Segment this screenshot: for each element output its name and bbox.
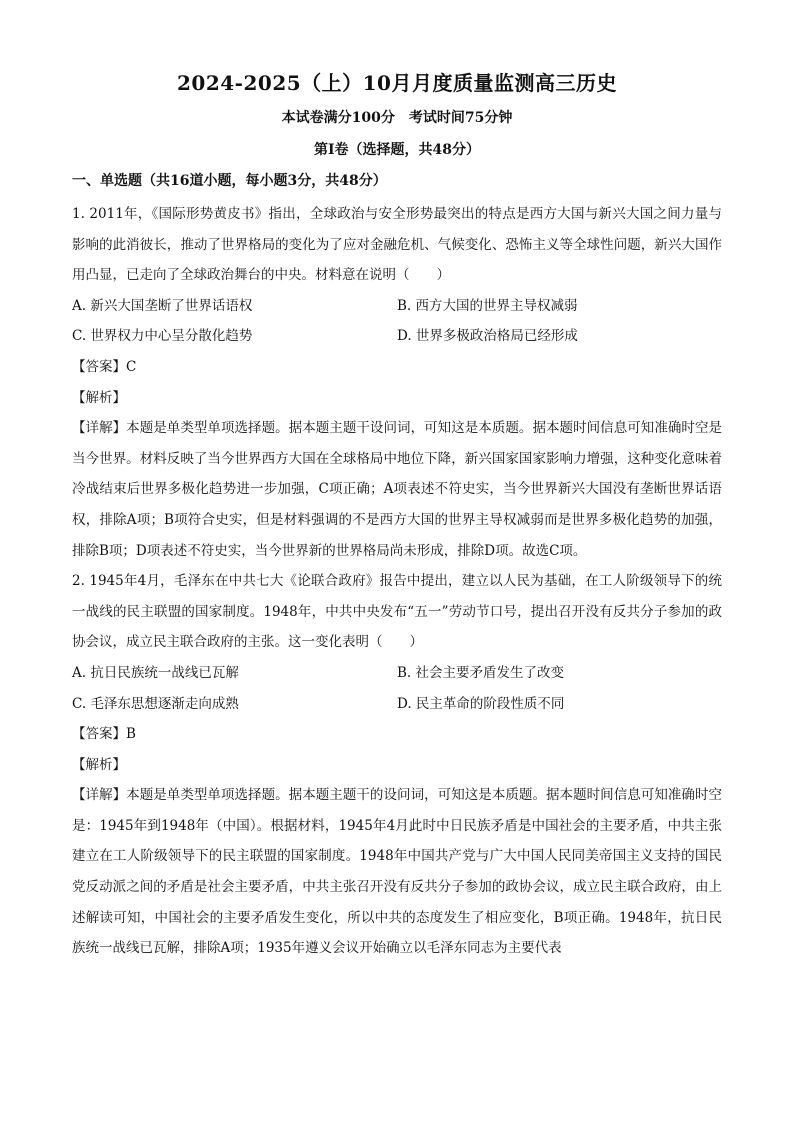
question-1-options-row-1 [72, 291, 722, 322]
question-1-answer [72, 352, 722, 383]
analysis-label: 【解析】 [72, 756, 126, 773]
page-title: 2024-2025（上）10月月度质量监测高三历史 [177, 71, 617, 95]
question-2-options-row-2 [72, 689, 722, 720]
question-2-option-a: A. 抗日民族统一战线已瓦解 [72, 664, 239, 681]
question-1-option-a: A. 新兴大国垄断了世界话语权 [72, 297, 253, 314]
question-2-option-d: D. 民主革命的阶段性质不同 [397, 695, 565, 712]
answer-value: C [126, 358, 137, 375]
question-2-answer [72, 719, 722, 750]
question-2-options-row-1 [72, 658, 722, 689]
question-1-options-row-2 [72, 321, 722, 352]
question-1-detail [72, 413, 722, 566]
question-2-stem: 2. 1945年4月，毛泽东在中共七大《论联合政府》报告中提出，建立以人民为基础，在工人阶级领导下的统一战线的民主联盟的国家制度。1948年，中共中央发布“五一”劳动节口号，提出召开没有反共分子参加的政协会议，成立民主联合政府的主张。这一变化表明（ ） [72, 573, 722, 651]
part-heading: 第Ⅰ卷（选择题，共48分） [313, 142, 481, 158]
question-2-option-b: B. 社会主要矛盾发生了改变 [397, 664, 565, 681]
detail-label: 【详解】 [72, 420, 127, 437]
question-1-option-b: B. 西方大国的世界主导权减弱 [397, 297, 578, 314]
questions [72, 199, 722, 964]
exam-info: 本试卷满分100分 考试时间75分钟 [281, 110, 513, 126]
question-2-detail [72, 780, 722, 964]
section-heading: 一、单选题（共16道小题，每小题3分，共48分） [72, 173, 387, 189]
question-1-option-d: D. 世界多极政治格局已经形成 [397, 328, 578, 345]
answer-label: 【答案】 [72, 358, 126, 375]
question-2-option-c: C. 毛泽东思想逐渐走向成熟 [72, 695, 239, 712]
answer-label: 【答案】 [72, 726, 126, 743]
question-1-stem: 1. 2011年，《国际形势黄皮书》指出，全球政治与安全形势最突出的特点是西方大国与新兴大国之间力量与影响的此消彼长，推动了世界格局的变化为了应对金融危机、气候变化、恐怖主义等全球性问题，新兴大国作用凸显，已走向了全球政治舞台的中央。材料意在说明（ ） [72, 206, 722, 284]
analysis-label: 【解析】 [72, 389, 126, 406]
question-2-analysis-label [72, 750, 722, 781]
question-1-option-c: C. 世界权力中心呈分散化趋势 [72, 328, 253, 345]
answer-value: B [126, 726, 136, 743]
detail-label: 【详解】 [72, 787, 127, 804]
detail-text: 本题是单类型单项选择题。据本题主题干设问词，可知这是本质题。据本题时间信息可知准确时空是当今世界。材料反映了当今世界西方大国在全球格局中地位下降，新兴国家国家影响力增强，这种变化意味着冷战结束后世界多极化趋势进一步加强，C项正确；A项表述不符史实，当今世界新兴大国没有垄断世界话语权，排除A项；B项符合史实，但是材料强调的不是西方大国的世界主导权减弱而是世界多极化趋势的加强，排除B项；D项表述不符史实，当今世界新的世界格局尚未形成，排除D项。故选C项。 [72, 420, 723, 559]
question-1-analysis-label [72, 383, 722, 414]
detail-text: 本题是单类型单项选择题。据本题主题干的设问词，可知这是本质题。据本题时间信息可知准确时空是：1945年到1948年（中国）。根据材料，1945年4月此时中日民族矛盾是中国社会的主要矛盾，中共主张建立在工人阶级领导下的民主联盟的国家制度。1948年中国共产党与广大中国人民同美帝国主义支持的国民党反动派之间的矛盾是社会主要矛盾，中共主张召开没有反共分子参加的政协会议，成立民主联合政府，由上述解读可知，中国社会的主要矛盾发生变化，所以中共的态度发生了相应变化，B项正确。1948年，抗日民族统一战线已瓦解，排除A项；1935年遵义会议开始确立以毛泽东同志为主要代表 [72, 787, 723, 957]
